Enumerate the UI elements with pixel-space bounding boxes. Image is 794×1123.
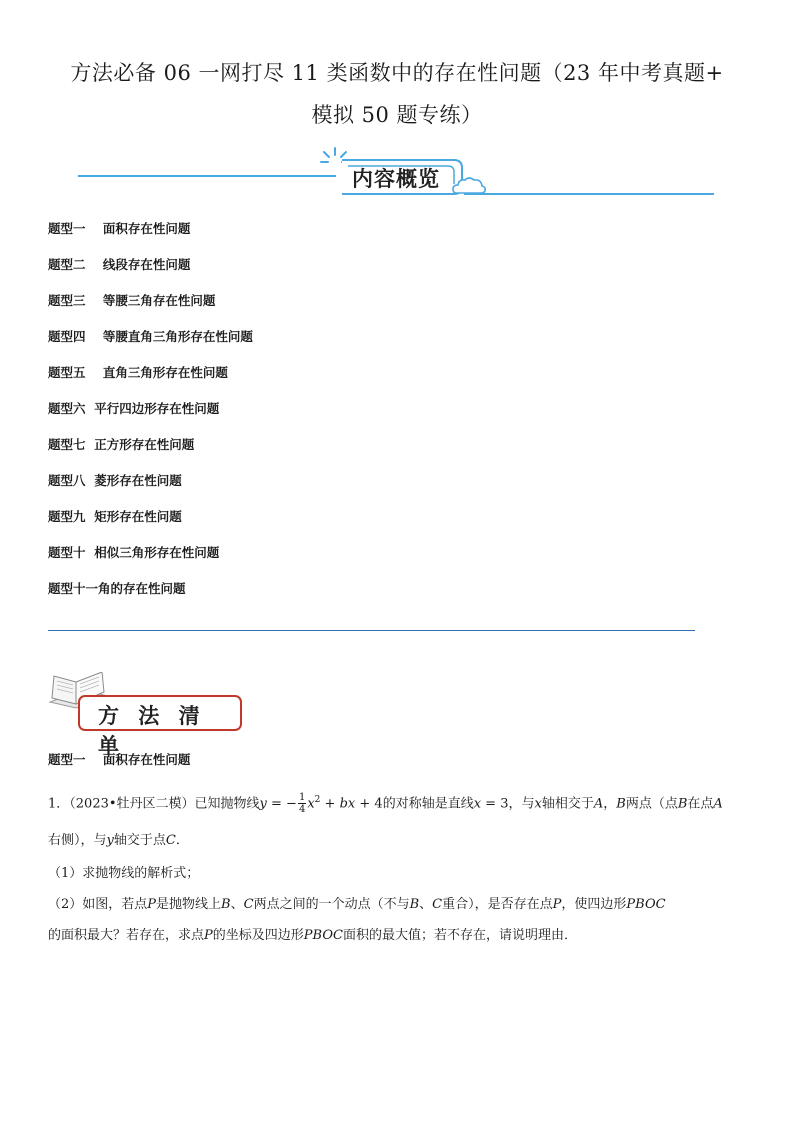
toc-item-1[interactable]: 题型一 面积存在性问题 xyxy=(48,221,191,236)
problem-subquestion-2-cont: 的面积最大？若存在，求点P的坐标及四边形PBOC面积的最大值；若不存在，请说明理由． xyxy=(48,928,577,944)
problem-subquestion-2: （2）如图，若点P是抛物线上B、C两点之间的一个动点（不与B、C重合），是否存在点P，使四边形PBOC xyxy=(48,897,666,913)
title-line-1: 方法必备 06 一网打尽 11 类函数中的存在性问题（23 年中考真题+ xyxy=(70,61,724,85)
section-heading: 题型一 面积存在性问题 xyxy=(48,752,191,767)
overview-banner-label: 内容概览 xyxy=(352,167,440,191)
section-divider xyxy=(48,630,695,631)
overview-banner xyxy=(336,156,466,196)
toc-item-2[interactable]: 题型二 线段存在性问题 xyxy=(48,257,191,272)
problem-1 xyxy=(48,785,748,951)
toc-item-10[interactable]: 题型十 相似三角形存在性问题 xyxy=(48,545,220,560)
toc-item-5[interactable]: 题型五 直角三角形存在性问题 xyxy=(48,365,228,380)
method-banner xyxy=(78,695,242,758)
toc-item-8[interactable]: 题型八 菱形存在性问题 xyxy=(48,473,182,488)
toc-item-9[interactable]: 题型九 矩形存在性问题 xyxy=(48,509,182,524)
title-line-2: 模拟 50 题专练） xyxy=(311,103,483,127)
toc-item-7[interactable]: 题型七 正方形存在性问题 xyxy=(48,437,195,452)
document-title xyxy=(40,52,754,136)
method-banner-label: 方 法 清 单 xyxy=(98,704,206,758)
problem-line-2: 右侧），与y轴交于点C． xyxy=(48,833,189,849)
toc-item-3[interactable]: 题型三 等腰三角存在性问题 xyxy=(48,293,216,308)
toc-item-6[interactable]: 题型六 平行四边形存在性问题 xyxy=(48,401,220,416)
cloud-icon xyxy=(452,176,486,196)
overview-banner-line-right xyxy=(464,193,714,195)
toc-item-11[interactable]: 题型十一角的存在性问题 xyxy=(48,581,186,596)
overview-banner-line-left xyxy=(78,175,336,177)
problem-subquestion-1: （1）求抛物线的解析式； xyxy=(48,866,200,882)
toc-item-4[interactable]: 题型四 等腰直角三角形存在性问题 xyxy=(48,329,253,344)
problem-line-1: 1．（2023•牡丹区二模）已知抛物线y = − $\frac{1}{4}$ $x^2$ + bx + 4的对称轴是直线x = 3，与x轴相交于A，B两点（点B在点A xyxy=(48,792,723,816)
fraction-one-quarter: $\frac{1}{4}$ xyxy=(298,792,306,816)
